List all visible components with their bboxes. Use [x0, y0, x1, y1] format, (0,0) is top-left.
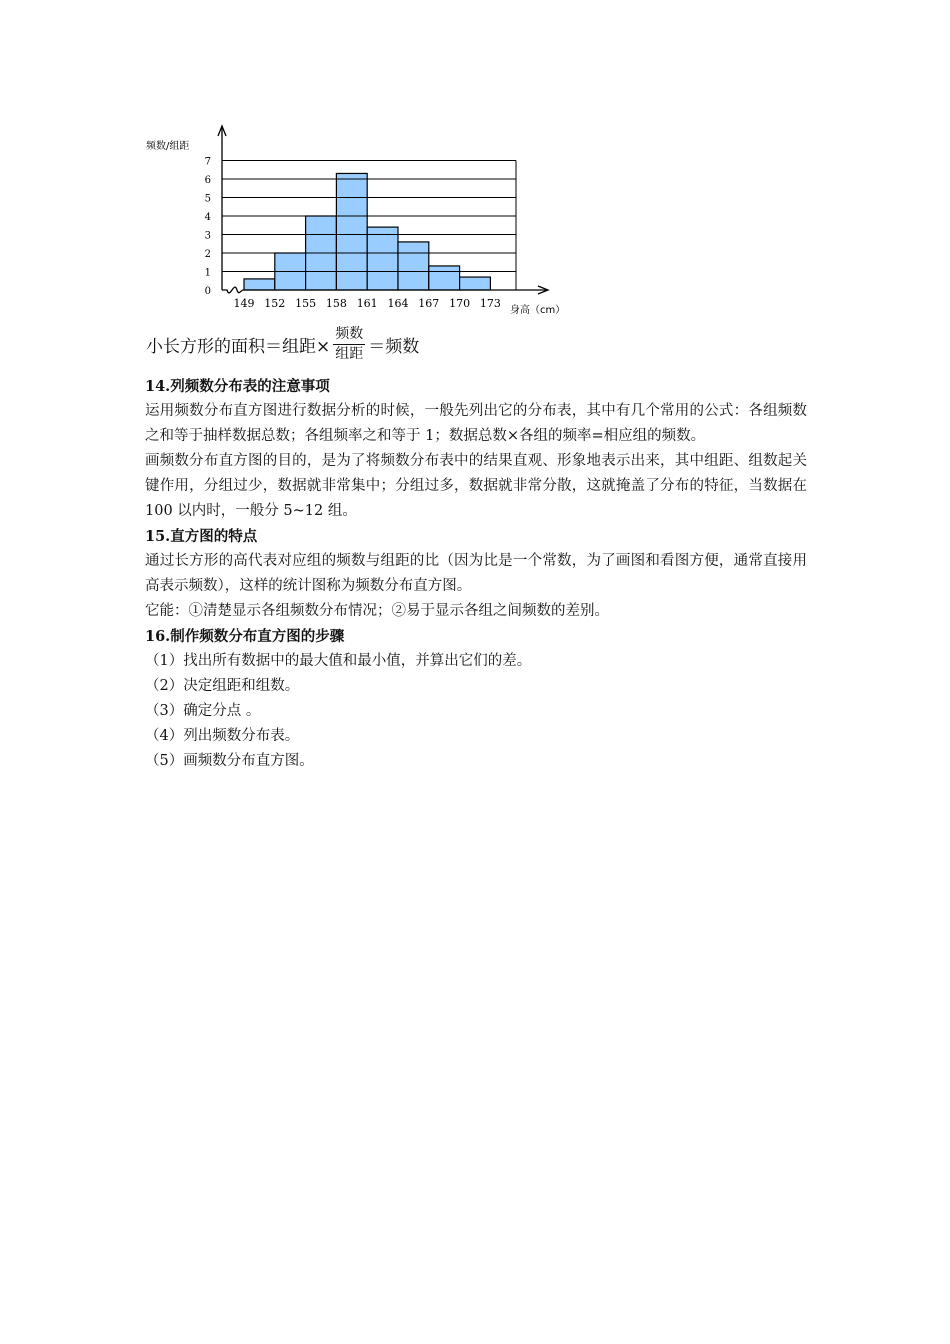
y-tick-label: 4: [204, 212, 211, 223]
step-item: （1）找出所有数据中的最大值和最小值，并算出它们的差。: [145, 653, 532, 669]
formula-numerator: 频数: [333, 326, 365, 345]
x-tick-label: 158: [325, 297, 347, 310]
x-tick-label: 173: [479, 297, 501, 310]
x-tick-label: 155: [295, 297, 317, 310]
x-tick-label: 170: [449, 297, 471, 310]
histogram-chart: [140, 122, 600, 322]
step-item: （2）决定组距和组数。: [145, 678, 300, 694]
paragraph: 通过长方形的高代表对应组的频数与组距的比（因为比是一个常数，为了画图和看图方便，通常直接用高表示频数），这样的统计图称为频数分布直方图。: [145, 553, 807, 594]
step-item: （4）列出频数分布表。: [145, 728, 300, 744]
x-axis-label: 身高（cm）: [510, 305, 566, 316]
x-tick-label: 167: [418, 297, 440, 310]
formula-fraction: [333, 326, 365, 363]
formula-denominator: 组距: [335, 345, 364, 362]
document-body: [145, 374, 807, 774]
y-tick-label: 1: [204, 267, 211, 279]
y-tick-label: 6: [204, 175, 211, 186]
x-tick-label: 152: [264, 297, 286, 310]
section-14: [145, 374, 807, 524]
y-tick-label: 0: [204, 286, 211, 297]
histogram-bar: [398, 242, 429, 290]
x-tick-label: 149: [233, 297, 255, 310]
section-heading: 16.制作频数分布直方图的步骤: [145, 628, 345, 645]
y-tick-label: 2: [204, 249, 211, 260]
histogram-bar: [336, 173, 367, 290]
section-16: [145, 624, 807, 774]
step-item: （3）确定分点 。: [145, 703, 261, 719]
x-tick-label: 164: [387, 297, 409, 310]
section-15: [145, 524, 807, 624]
section-heading: 15.直方图的特点: [145, 528, 258, 545]
step-item: （5）画频数分布直方图。: [145, 753, 314, 769]
x-tick-label: 161: [356, 297, 378, 310]
paragraph: 运用频数分布直方图进行数据分析的时候，一般先列出它的分布表，其中有几个常用的公式：各组频数之和等于抽样数据总数；各组频率之和等于 1；数据总数×各组的频率=相应组的频数。: [145, 403, 807, 444]
histogram-bar: [460, 277, 491, 290]
y-tick-label: 7: [204, 156, 211, 168]
paragraph: 画频数分布直方图的目的，是为了将频数分布表中的结果直观、形象地表示出来，其中组距、组数起关键作用，分组过少，数据就非常集中；分组过多，数据就非常分散，这就掩盖了分布的特征，当数据在 100 以内时，一般分 5~12 组。: [145, 453, 807, 519]
histogram-bar: [367, 227, 398, 290]
formula-left: 小长方形的面积＝组距×: [146, 336, 331, 357]
y-axis-label: 频数/组距: [146, 141, 190, 152]
histogram-bar: [244, 279, 275, 290]
formula-right: ＝频数: [368, 336, 420, 357]
histogram-bar: [429, 266, 460, 290]
area-formula: [146, 322, 419, 366]
y-tick-label: 5: [204, 193, 211, 205]
section-heading: 14.列频数分布表的注意事项: [145, 378, 330, 395]
paragraph: 它能：①清楚显示各组频数分布情况；②易于显示各组之间频数的差别。: [145, 603, 609, 619]
y-tick-label: 3: [204, 230, 211, 242]
histogram-figure: [140, 122, 600, 322]
